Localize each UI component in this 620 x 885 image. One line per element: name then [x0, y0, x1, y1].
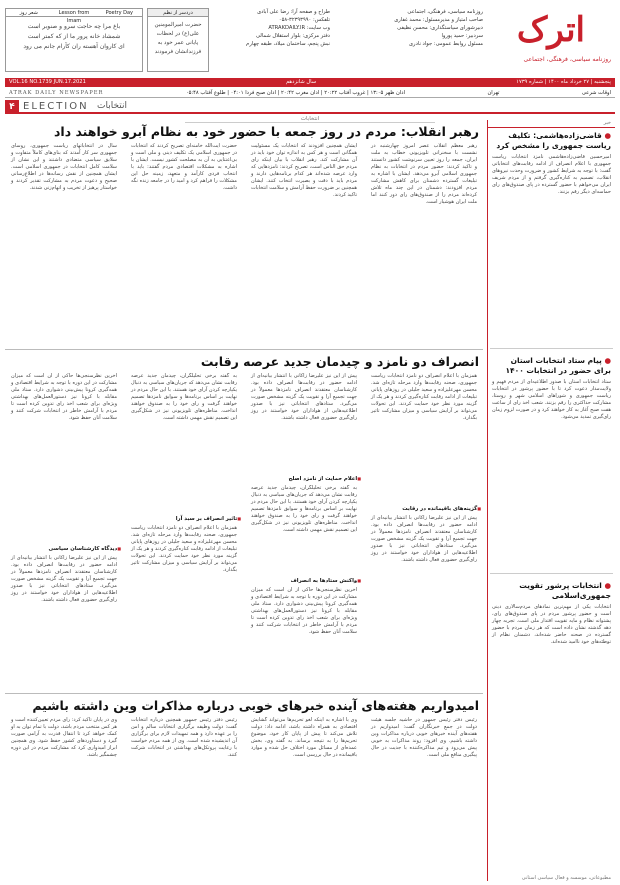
prayer-times-label: اوقات شرعی — [581, 90, 611, 96]
info-line: تلفکس: ۳۲۳۹۳۹۹۰-۰۵۸ — [278, 17, 330, 23]
issue-date: پنجشنبه | ۲۷ خرداد ماه ۱۴۰۰ | شماره ۱۷۳۹ — [516, 79, 611, 85]
info-line: نبش پنجم، ساختمان میلاد، طبقه چهارم — [246, 41, 330, 47]
article — [5, 124, 483, 350]
poem-box — [5, 8, 143, 72]
year-info: سال شانزدهم — [285, 79, 317, 85]
article-column: رهبر معظم انقلاب عصر امروز چهارشنبه در نشست با سخنرانی تلویزیونی خطاب به ملت ایران، جمعه را روز تعیین سرنوشت کشور دانستند و تاکید کردند: حضور مردم در انتخابات به نظام جمهوری اسلامی آبرو می‌دهد. ایشان با اشاره به تبلیغات گسترده دشمنان برای کاهش مشارکت مردم افزودند: دشمنان در این چند ماه تلاش کرده‌اند مردم را از صندوق‌های رای دور کنند اما ملت ایران هوشیار است. — [371, 143, 477, 205]
sidebar-item-text: انتخابات یکی از مهم‌ترین نمادهای مردم‌سالاری دینی است و حضور پرشور مردم در پای صندوق‌های رای، پشتوانه نظام و مایه تقویت اقتدار ملی است. تجربه چهار دهه گذشته نشان داده است که هر زمان مردم با حضور گسترده در صحنه حاضر شده‌اند، دشمنان نظام از توطئه‌های خود ناامید شده‌اند. — [492, 604, 611, 645]
divider — [490, 348, 613, 349]
article-column: حضرت آیت‌الله خامنه‌ای تصریح کردند که انتخابات در جمهوری اسلامی یک تکلیف دینی و ملی است و بی‌اعتنایی به آن به مصلحت کشور نیست. ایشان با اشاره به مشکلات اقتصادی مردم گفتند: باید با انتخاب فردی کارآمد و متعهد، زمینه حل این مشکلات را فراهم کرد و امید را در جامعه زنده نگه داشت. — [131, 143, 237, 191]
article-column: همزمان با اعلام انصراف دو نامزد انتخابات ریاست جمهوری، صحنه رقابت‌ها وارد مرحله تازه‌ای شد. محسن مهرعلیزاده و سعید جلیلی در روزهای پایانی تبلیغات از ادامه رقابت کناره‌گیری کردند و هر یک از گزینه مورد نظر خود حمایت کردند. این تحولات می‌تواند بر آرایش سیاسی و میزان مشارکت تاثیر بگذارد. — [131, 525, 237, 573]
quote-box-tab: دردسر از نظم — [148, 9, 208, 17]
website-link[interactable]: وب سایت: ATRAKDAILY.IR — [268, 25, 330, 31]
sidebar-item-title[interactable]: ● انتخابات پرشور تقویت جمهوری‌اسلامی — [519, 581, 611, 600]
news-sidebar — [487, 120, 615, 881]
article-column: همزمان با اعلام انصراف دو نامزد انتخابات ریاست جمهوری، صحنه رقابت‌ها وارد مرحله تازه‌ای شد. محسن مهرعلیزاده و سعید جلیلی در روزهای پایانی تبلیغات از ادامه رقابت کناره‌گیری کردند و هر یک از گزینه مورد نظر خود حمایت کردند. این تحولات می‌تواند بر آرایش سیاسی و میزان مشارکت تاثیر بگذارد. — [371, 373, 477, 421]
article-subhead: ■ اعلام حمایت از نامزد اصلح — [247, 473, 361, 485]
date-bar — [5, 78, 615, 87]
logo-slogan: روزنامه سیاسی، فرهنگی، اجتماعی — [523, 56, 611, 63]
info-line: مسئول روابط عمومی: جواد نادری — [409, 41, 483, 47]
poem-line: ای کاروان آهسته ران کآرام جانم می رود — [23, 43, 125, 50]
sidebar-item-text: امیرحسین قاضی‌زاده‌هاشمی نامزد انتخابات ریاست جمهوری با اعلام انصراف از ادامه رقابت‌های انتخاباتی گفت: با توجه به شرایط کشور و ضرورت وحدت نیروهای انقلاب، تصمیم به کناره‌گیری گرفتم و از مردم شریف ایران می‌خواهم با حضور گسترده در پای صندوق‌های رای حماسه‌ای دیگر رقم بزنند. — [492, 154, 611, 195]
poem-tab: Lesson from Imam — [58, 10, 90, 24]
prayer-city: تهران — [487, 90, 500, 96]
article-subhead: ■ گزینه‌های باقیمانده در رقابت — [367, 503, 481, 515]
sidebar-header: خبر — [488, 120, 615, 128]
section-title-en: ELECTION — [23, 101, 89, 112]
info-line: صاحب امتیاز و مدیرمسئول: محمد غفاری — [394, 17, 483, 23]
volume-info: VOL.16 NO.1739 JUN.17.2021 — [9, 79, 86, 85]
article-column: آخرین نظرسنجی‌ها حاکی از آن است که میزان مشارکت در این دوره با توجه به شرایط اقتصادی و همه‌گیری کرونا پیش‌بینی دشواری دارد. ستاد ملی مقابله با کرونا نیز دستورالعمل‌های بهداشتی ویژه‌ای برای شعب اخذ رای تدوین کرده است تا مردم با آرامش خاطر در انتخابات شرکت کنند و سلامت آنان حفظ شود. — [251, 587, 357, 635]
prayer-times: اذان ظهر ۱۳:۰۵ | غروب آفتاب ۲۰:۲۲ | اذان مغرب ۲۰:۴۲ | اذان صبح فردا ۰۴:۰۱ | طلوع آفتاب ۰۵:۴۸ — [185, 90, 406, 96]
poem-line: باغ مرا چه حاجت سرو و صنوبر است — [27, 23, 121, 30]
logo-text: اترک — [516, 10, 585, 50]
quote-box-text: حضرت امیرالمومنین علی(ع) در لحظات پایانی عمر خود به فرزندانشان فرمودند — [154, 22, 202, 55]
prayer-times-bar — [5, 88, 615, 98]
sidebar-item-text: ستاد انتخابات استان با صدور اطلاعیه‌ای از مردم فهیم و ولایت‌مدار دعوت کرد تا با حضور پرشور در انتخابات ریاست جمهوری و شوراهای اسلامی شهر و روستا، مشارکت حداکثری را رقم بزنند. شعب اخذ رای از ساعت هفت صبح آغاز به کار خواهند کرد و در صورت لزوم زمان رای‌گیری تمدید می‌شود. — [492, 379, 611, 420]
masthead-info — [335, 8, 483, 48]
article-column: به گفته برخی تحلیلگران، چیدمان جدید عرصه رقابت نشان می‌دهد که جریان‌های سیاسی به دنبال یکپارچه کردن آرای خود هستند. با این حال مردم در نهایت بر اساس برنامه‌ها و سوابق نامزدها تصمیم خواهند گرفت و رای خود را به صندوق خواهند انداخت. مناظره‌های تلویزیونی نیز در شکل‌گیری این تصمیم نقش مهمی داشته است. — [131, 373, 237, 421]
newspaper-page — [5, 4, 615, 881]
page-number: ۴ — [5, 100, 19, 114]
article-title[interactable]: امیدواریم هفته‌های آینده خبرهای خوبی درباره مذاکرات وین داشته باشیم — [32, 698, 479, 713]
divider — [490, 573, 613, 574]
article-column: پیش از این نیز علیرضا زاکانی با انتشار بیانیه‌ای از ادامه حضور در رقابت‌ها انصراف داده بود. کارشناسان معتقدند انصراف نامزدها معمولاً در جهت تجمیع آرا و تقویت یک گزینه مشخص صورت می‌گیرد. ستادهای انتخاباتی نیز با صدور اطلاعیه‌هایی از هواداران خود خواستند در روز رای‌گیری حضوری فعال داشته باشند. — [371, 515, 477, 563]
poem-line: شمشاد خانه پرور ما از که کمتر است — [27, 33, 121, 40]
article-subhead: ■ دیدگاه کارشناسان سیاسی — [7, 543, 121, 555]
poem-tab: شعر روز — [19, 10, 38, 16]
section-label: انتخابات — [185, 116, 435, 123]
article-column: وی با اشاره به اینکه لغو تحریم‌ها می‌تواند گشایش اقتصادی به همراه داشته باشد، ادامه داد: دولت تلاش می‌کند تا پیش از پایان کار خود، موضوع تحریم‌ها را به نتیجه برساند. به گفته وی، بخش عمده‌ای از مسائل مورد اختلاف حل شده و موارد باقیمانده در حال بررسی است. — [251, 717, 357, 758]
info-line: سردبیر: حمید پوروا — [441, 33, 483, 39]
poem-tab: Poetry Day — [105, 10, 134, 16]
article-title[interactable]: رهبر انقلاب: مردم در روز جمعه با حضور خود به نظام آبرو خواهند داد — [54, 124, 479, 139]
article-column: رئیس دفتر رئیس جمهور همچنین درباره انتخابات گفت: دولت وظیفه برگزاری انتخابات سالم و امن را بر عهده دارد و همه تمهیدات لازم برای برگزاری آن اندیشیده شده است. وی از همه مردم خواست با رعایت پروتکل‌های بهداشتی در انتخابات شرکت کنند. — [131, 717, 237, 758]
section-title-fa: انتخابات — [97, 101, 127, 111]
article-subhead: ■ تاثیر انصراف بر سبد آرا — [127, 513, 241, 525]
section-header — [5, 100, 615, 114]
quote-box — [147, 8, 209, 72]
sidebar-footer: مطبوعاتی، موسسه و فعال سیاسی استانی — [521, 875, 611, 881]
article — [5, 698, 483, 881]
article-title[interactable]: انصراف دو نامزد و چیدمان جدید عرصه رقابت — [200, 354, 479, 369]
info-line: طراح و صفحه آرا: رضا علی آبادی — [257, 9, 330, 15]
article-column: وی در پایان تاکید کرد: رای مردم تعیین‌کننده است و هر کس منتخب مردم باشد، دولت با تمام توان به او کمک خواهد کرد تا انتقال قدرت به آرامی صورت گیرد و دستاوردهای کشور حفظ شود. وی همچنین ابراز امیدواری کرد که مشارکت مردم در این دوره چشمگیر باشد. — [11, 717, 117, 758]
info-line: دفتر مرکزی: بلوار استقلال شمالی — [255, 33, 330, 39]
poem-text — [6, 17, 142, 57]
article-subhead: ■ واکنش ستادها به انصراف — [247, 575, 361, 587]
article-column: به گفته برخی تحلیلگران، چیدمان جدید عرصه رقابت نشان می‌دهد که جریان‌های سیاسی به دنبال یکپارچه کردن آرای خود هستند. با این حال مردم در نهایت بر اساس برنامه‌ها و سوابق نامزدها تصمیم خواهند گرفت و رای خود را به صندوق خواهند انداخت. مناظره‌های تلویزیونی نیز در شکل‌گیری این تصمیم نقش مهمی داشته است. — [251, 485, 357, 533]
masthead-info-2 — [215, 8, 330, 48]
paper-name-en: ATRAK DAILY NEWSPAPER — [9, 90, 104, 96]
sidebar-item-title[interactable]: ● پیام ستاد انتخابات استان برای حضور در انتخابات ۱۴۰۰ — [505, 356, 611, 375]
logo — [485, 4, 615, 76]
article-column: رئیس دفتر رئیس جمهور در حاشیه جلسه هیئت دولت در جمع خبرنگاران گفت: امیدواریم در هفته‌های آینده خبرهای خوبی درباره مذاکرات وین داشته باشیم. وی افزود: روند مذاکرات به خوبی پیش می‌رود و تیم مذاکره‌کننده با جدیت در حال پیگیری منافع ملی است. — [371, 717, 477, 758]
article-column: سال در انتخاباتهای ریاست جمهوری، روسای جمهوری سر کار آمدند که بنای‌های کاملاً متفاوت و سلایق سیاسی متضادی داشتند و این نشان از سلامت کامل انتخابات در جمهوری اسلامی است. ایشان همچنین از نقش رسانه‌ها در اطلاع‌رسانی صحیح و دعوت مردم به مشارکت تقدیر کردند و خواستار پرهیز از تخریب و اتهام‌زنی شدند. — [11, 143, 117, 191]
info-line: دبیرشورای سیاستگذاری: محسن نظیفی — [397, 25, 483, 31]
info-line: روزنامه سیاسی، فرهنگی، اجتماعی — [407, 9, 483, 15]
article — [5, 354, 483, 694]
article-column: آخرین نظرسنجی‌ها حاکی از آن است که میزان مشارکت در این دوره با توجه به شرایط اقتصادی و همه‌گیری کرونا پیش‌بینی دشواری دارد. ستاد ملی مقابله با کرونا نیز دستورالعمل‌های بهداشتی ویژه‌ای برای شعب اخذ رای تدوین کرده است تا مردم با آرامش خاطر در انتخابات شرکت کنند و سلامت آنان حفظ شود. — [11, 373, 117, 421]
sidebar-item-title[interactable]: ● قاضی‌زاده‌هاشمی: تکلیف ریاست جمهوری را مشخص کرد — [496, 131, 611, 150]
article-column: پیش از این نیز علیرضا زاکانی با انتشار بیانیه‌ای از ادامه حضور در رقابت‌ها انصراف داده بود. کارشناسان معتقدند انصراف نامزدها معمولاً در جهت تجمیع آرا و تقویت یک گزینه مشخص صورت می‌گیرد. ستادهای انتخاباتی نیز با صدور اطلاعیه‌هایی از هواداران خود خواستند در روز رای‌گیری حضوری فعال داشته باشند. — [251, 373, 357, 421]
article-column: ایشان همچنین افزودند که انتخابات یک مسئولیت همگانی است و هر کس به اندازه توان خود باید در آن مشارکت کند. رهبر انقلاب با بیان اینکه رای مردم حق الناس است، تصریح کردند: نامزدهایی که وارد عرصه شده‌اند هر کدام برنامه‌هایی دارند و مردم باید با دقت و بصیرت انتخاب کنند. ایشان همچنین بر ضرورت حفظ آرامش و سلامت انتخابات تاکید کردند. — [251, 143, 357, 198]
article-column: پیش از این نیز علیرضا زاکانی با انتشار بیانیه‌ای از ادامه حضور در رقابت‌ها انصراف داده بود. کارشناسان معتقدند انصراف نامزدها معمولاً در جهت تجمیع آرا و تقویت یک گزینه مشخص صورت می‌گیرد. ستادهای انتخاباتی نیز با صدور اطلاعیه‌هایی از هواداران خود خواستند در روز رای‌گیری حضوری فعال داشته باشند. — [11, 555, 117, 603]
